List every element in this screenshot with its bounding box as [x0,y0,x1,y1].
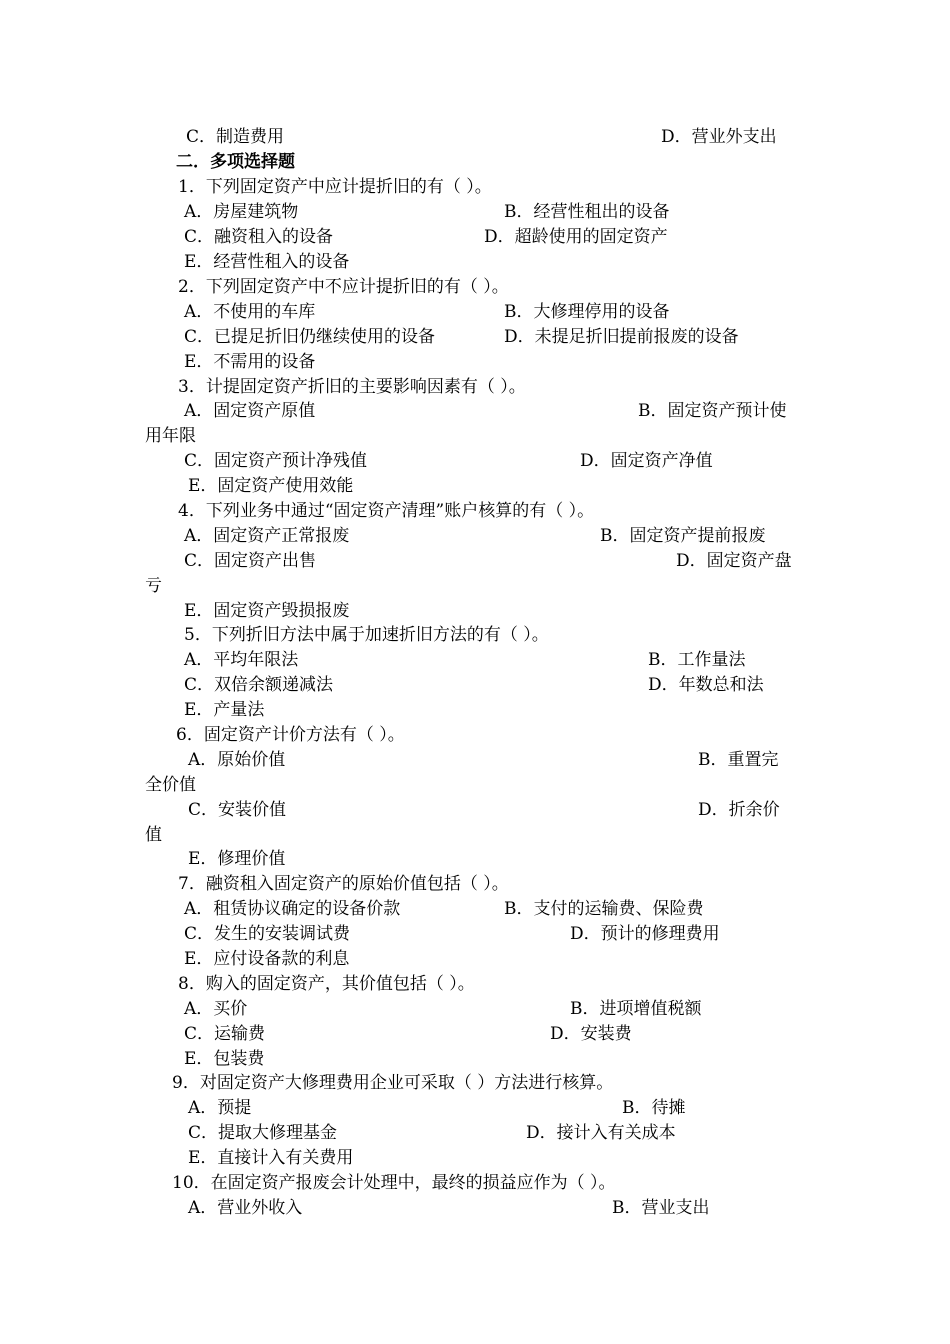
question-2: 2．下列固定资产中不应计提折旧的有（ ）。 [178,277,509,297]
question-8: 8．购入的固定资产，其价值包括（ ）。 [178,974,475,994]
q6-option-e: E．修理价值 [188,849,286,869]
q9-option-e: E．直接计入有关费用 [188,1148,354,1168]
option-c-manufacturing-cost: C．制造费用 [186,127,285,147]
q5-option-a: A．平均年限法 [184,650,299,670]
q7-option-d: D．预计的修理费用 [570,924,720,944]
question-5: 5．下列折旧方法中属于加速折旧方法的有（ ）。 [184,625,549,645]
q3-option-b-wrap: 用年限 [145,426,196,446]
q2-option-c: C．已提足折旧仍继续使用的设备 [184,327,436,347]
q10-option-b: B．营业支出 [612,1198,710,1218]
q4-option-e: E．固定资产毁损报废 [184,601,350,621]
q5-option-e: E．产量法 [184,700,265,720]
q4-option-a: A．固定资产正常报废 [184,526,350,546]
q3-option-b: B．固定资产预计使 [638,401,787,421]
q5-option-d: D．年数总和法 [648,675,764,695]
q2-option-b: B．大修理停用的设备 [504,302,670,322]
q1-option-d: D．超龄使用的固定资产 [484,227,668,247]
q9-option-a: A．预提 [188,1098,252,1118]
q4-option-d-wrap: 亏 [145,576,162,596]
q2-option-a: A．不使用的车库 [184,302,316,322]
q1-option-b: B．经营性租出的设备 [504,202,670,222]
q3-option-c: C．固定资产预计净残值 [184,451,368,471]
q7-option-b: B．支付的运输费、保险费 [504,899,704,919]
q8-option-e: E．包装费 [184,1049,265,1069]
q5-option-b: B．工作量法 [648,650,746,670]
q1-option-e: E．经营性租入的设备 [184,252,350,272]
q8-option-c: C．运输费 [184,1024,266,1044]
q3-option-d: D．固定资产净值 [580,451,713,471]
q8-option-d: D．安装费 [550,1024,632,1044]
q1-option-a: A．房屋建筑物 [184,202,299,222]
q9-option-d: D．接计入有关成本 [526,1123,676,1143]
q9-option-c: C．提取大修理基金 [188,1123,338,1143]
q5-option-c: C．双倍余额递减法 [184,675,334,695]
question-3: 3．计提固定资产折旧的主要影响因素有（ ）。 [178,377,526,397]
question-1: 1．下列固定资产中应计提折旧的有（ ）。 [178,177,492,197]
q7-option-e: E．应付设备款的利息 [184,949,350,969]
q2-option-e: E．不需用的设备 [184,352,316,372]
q4-option-b: B．固定资产提前报废 [600,526,766,546]
q6-option-d: D．折余价 [698,800,780,820]
q6-option-c: C．安装价值 [188,800,287,820]
option-d-non-operating-expense: D．营业外支出 [661,127,777,147]
q1-option-c: C．融资租入的设备 [184,227,334,247]
q4-option-d: D．固定资产盘 [676,551,792,571]
question-9: 9．对固定资产大修理费用企业可采取（ ）方法进行核算。 [172,1073,614,1093]
q10-option-a: A．营业外收入 [188,1198,303,1218]
q8-option-b: B．进项增值税额 [570,999,702,1019]
question-4: 4．下列业务中通过“固定资产清理”账户核算的有（ ）。 [178,501,595,521]
question-6: 6．固定资产计价方法有（ ）。 [176,725,405,745]
q4-option-c: C．固定资产出售 [184,551,317,571]
q6-option-b-wrap: 全价值 [145,775,196,795]
q9-option-b: B．待摊 [622,1098,686,1118]
question-10: 10．在固定资产报废会计处理中，最终的损益应作为（ ）。 [172,1173,616,1193]
q6-option-a: A．原始价值 [188,750,286,770]
question-7: 7．融资租入固定资产的原始价值包括（ ）。 [178,874,509,894]
q2-option-d: D．未提足折旧提前报废的设备 [504,327,739,347]
q7-option-c: C．发生的安装调试费 [184,924,351,944]
q6-option-d-wrap: 值 [145,825,162,845]
q7-option-a: A．租赁协议确定的设备价款 [184,899,401,919]
q3-option-a: A．固定资产原值 [184,401,316,421]
q8-option-a: A．买价 [184,999,248,1019]
section-heading-multiple-choice: 二．多项选择题 [176,152,295,172]
q6-option-b: B．重置完 [698,750,779,770]
q3-option-e: E．固定资产使用效能 [188,476,354,496]
